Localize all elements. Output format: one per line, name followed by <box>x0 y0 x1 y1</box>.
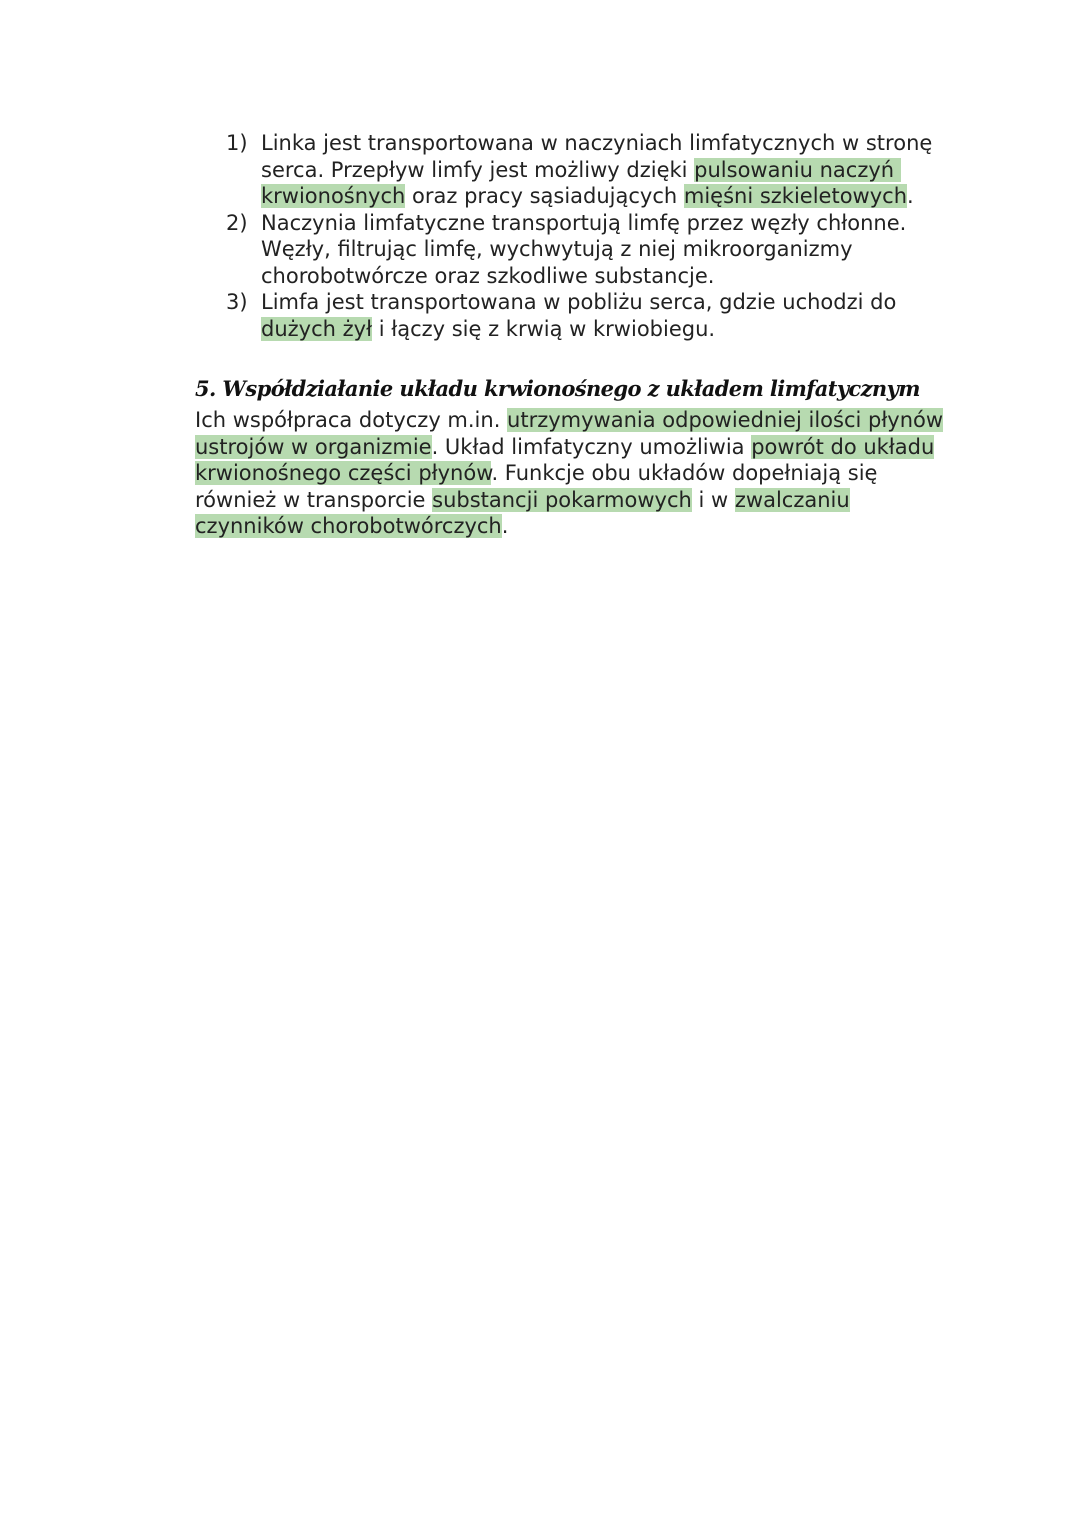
highlighted-text: mięśni szkieletowych <box>683 184 908 208</box>
highlighted-text: powrót do układu krwionośnego części płynów <box>195 434 935 485</box>
highlighted-text: zwalczaniu czynników chorobotwórczych <box>195 487 850 538</box>
highlighted-text: substancji pokarmowych <box>432 487 692 512</box>
text-segment: oraz pracy sąsiadujących <box>405 184 684 208</box>
text-segment: . Funkcje obu układów dopełniają się również w transporcie <box>195 461 878 512</box>
numbered-list <box>226 130 946 342</box>
highlighted-text: pulsowaniu naczyń krwionośnych <box>261 157 901 208</box>
text-segment: i w <box>691 487 735 512</box>
list-item <box>226 289 946 342</box>
text-segment: Naczynia limfatyczne transportują limfę przez węzły chłonne. Węzły, filtrując limfę, wychwytują z niej mikroorganizmy chorobotwórcze oraz szkodliwe substancje. <box>261 210 913 288</box>
text-segment: . Układ limfatyczny umożliwia <box>431 434 752 459</box>
section-heading: 5. Współdziałanie układu krwionośnego z układem limfatycznym <box>195 376 920 401</box>
list-marker: 2) <box>226 210 248 235</box>
list-marker: 3) <box>226 290 248 314</box>
list-item-text <box>261 210 946 290</box>
section-paragraph <box>195 407 955 540</box>
list-item <box>226 130 946 210</box>
text-segment: . <box>907 184 914 208</box>
text-segment: Limfa jest transportowana w pobliżu serca, gdzie uchodzi do <box>261 290 903 314</box>
text-segment: . <box>501 514 509 538</box>
highlighted-text: dużych żył <box>261 316 373 341</box>
text-segment: Linka jest transportowana w naczyniach limfatycznych w stronę serca. Przepływ limfy jest możliwy dzięki <box>261 131 939 182</box>
list-item-text <box>261 289 946 342</box>
list-item-text <box>261 130 946 210</box>
text-segment: Ich współpraca dotyczy m.in. <box>195 408 508 432</box>
text-segment: i łączy się z krwią w krwiobiegu. <box>372 316 716 341</box>
list-item <box>226 210 946 290</box>
highlighted-text: utrzymywania odpowiedniej ilości płynów ustrojów w organizmie <box>195 408 944 459</box>
list-marker: 1) <box>226 131 248 155</box>
